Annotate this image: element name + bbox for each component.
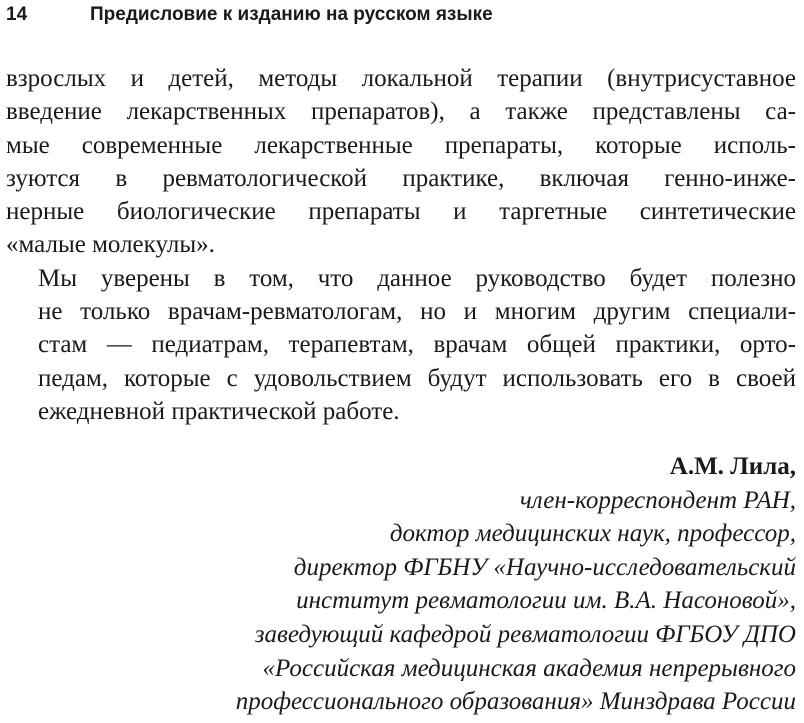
running-head [6,2,493,30]
text-line: «малые молекулы». [6,231,215,259]
paragraph-closing [6,262,796,428]
text-line: не только врачам-ревматологам, но и многим другим специали- [38,298,796,326]
text-line: Мы уверены в том, что данное руководство будет полезно [38,264,796,292]
author-title: член-корреспондент РАН, [519,486,796,514]
text-line: стам — педиатрам, терапевтам, врачам общей практики, орто- [38,331,796,359]
author-name: А.М. Лила, [669,453,796,480]
author-degree: доктор медицинских наук, профессор, [389,520,796,548]
text-line: введение лекарственных препаратов), а также представлены са- [6,98,796,126]
author-institute: институт ревматологии им. В.А. Насоновой», [296,587,796,615]
text-line: педам, которые с удовольствием будут использовать его в своей [38,364,796,392]
author-department: заведующий кафедрой ревматологии ФГБОУ ДПО [254,620,796,648]
paragraph-continued [6,62,796,262]
author-academy: «Российская медицинская академия непрерывного [262,654,796,682]
running-title: Предисловие к изданию на русском языке [90,4,493,25]
page-number: 14 [6,4,28,25]
text-line: ежедневной практической работе. [38,397,400,425]
text-line: взрослых и детей, методы локальной терапии (внутрисуставное [6,65,796,92]
signature-block [16,450,796,719]
text-line: зуются в ревматологической практике, включая генно-инже- [6,164,796,192]
text-line: мые современные лекарственные препараты, которые исполь- [6,131,796,159]
body-text [6,62,796,428]
author-position: директор ФГБНУ «Научно-исследовательский [293,553,796,581]
text-line: нерные биологические препараты и таргетные синтетические [6,198,796,226]
author-ministry: профессионального образования» Минздрава России [235,688,796,716]
